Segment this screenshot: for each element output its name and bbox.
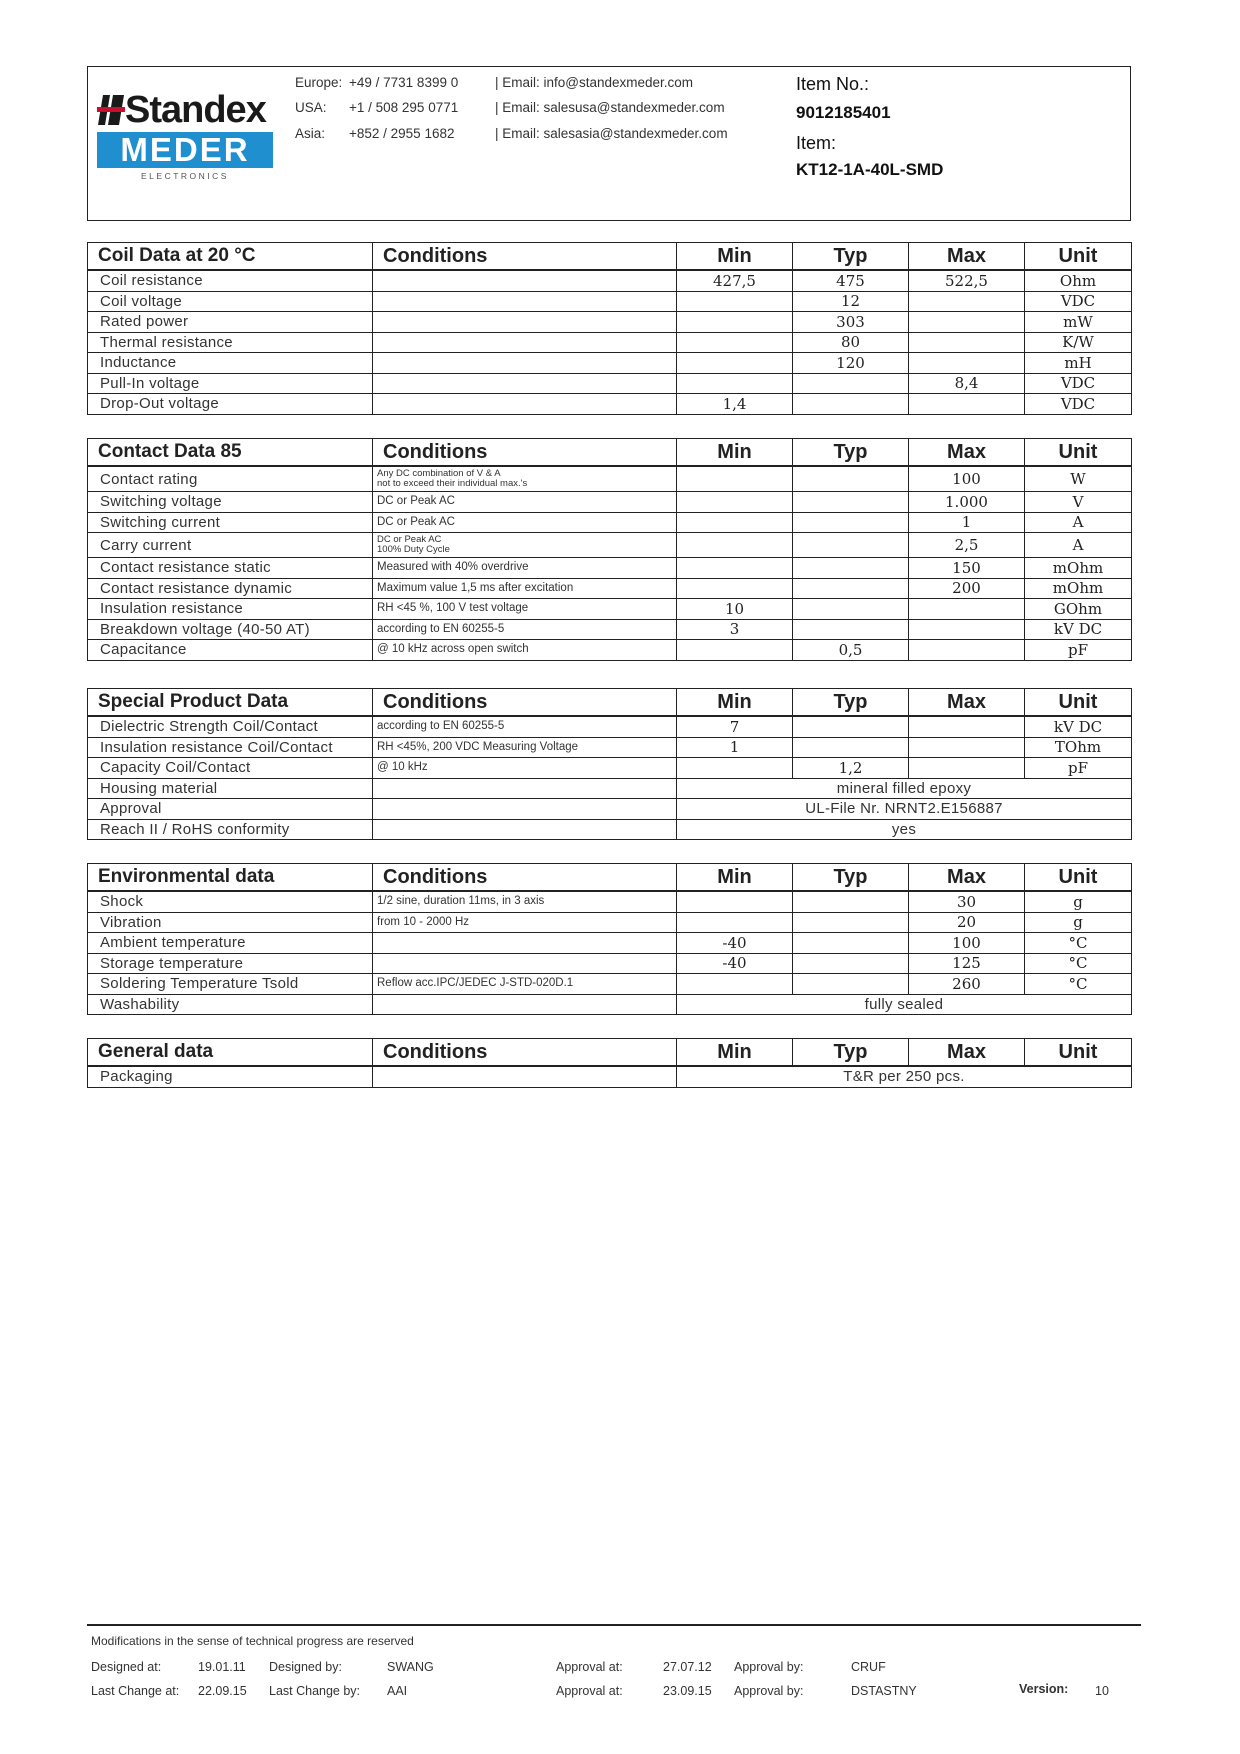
- condition-cell: Measured with 40% overdrive: [373, 558, 677, 579]
- table-header-row: [88, 439, 1132, 467]
- unit-value: °C: [1025, 953, 1132, 974]
- table-row: [88, 312, 1132, 333]
- spec-table: [87, 438, 1132, 661]
- param-name: Coil resistance: [88, 270, 373, 291]
- unit-value: g: [1025, 912, 1132, 933]
- unit-value: °C: [1025, 974, 1132, 995]
- unit-value: VDC: [1025, 291, 1132, 312]
- column-header-min: Min: [677, 439, 793, 467]
- max-value: 522,5: [909, 270, 1025, 291]
- condition-cell: [373, 933, 677, 954]
- typ-value: [793, 512, 909, 533]
- unit-value: pF: [1025, 758, 1132, 779]
- table-row: [88, 953, 1132, 974]
- unit-value: g: [1025, 891, 1132, 912]
- logo-wordmark: Standex: [125, 89, 266, 131]
- min-value: [677, 758, 793, 779]
- condition-cell: [373, 533, 677, 558]
- typ-value: 120: [793, 353, 909, 374]
- contact-label-asia: Asia:: [295, 126, 326, 141]
- typ-value: [793, 533, 909, 558]
- contact-email-usa: | Email: salesusa@standexmeder.com: [495, 100, 725, 115]
- typ-value: [793, 558, 909, 579]
- typ-value: [793, 737, 909, 758]
- max-value: [909, 758, 1025, 779]
- column-header-max: Max: [909, 1039, 1025, 1067]
- spec-table: [87, 242, 1132, 415]
- column-header-conditions: Conditions: [373, 689, 677, 717]
- table-row: [88, 912, 1132, 933]
- unit-value: Ohm: [1025, 270, 1132, 291]
- unit-value: K/W: [1025, 332, 1132, 353]
- param-name: Contact resistance static: [88, 558, 373, 579]
- condition-cell: [373, 1066, 677, 1087]
- param-name: Capacitance: [88, 640, 373, 661]
- column-header-min: Min: [677, 243, 793, 271]
- max-value: [909, 599, 1025, 620]
- item-label: Item:: [796, 133, 837, 153]
- column-header-min: Min: [677, 1039, 793, 1067]
- typ-value: 0,5: [793, 640, 909, 661]
- designed-at-value: 19.01.11: [198, 1660, 246, 1674]
- table-row: [88, 640, 1132, 661]
- column-header-min: Min: [677, 864, 793, 892]
- table-row: [88, 270, 1132, 291]
- designed-at-label: Designed at:: [91, 1660, 162, 1674]
- column-header-typ: Typ: [793, 439, 909, 467]
- typ-value: [793, 599, 909, 620]
- column-header-max: Max: [909, 439, 1025, 467]
- typ-value: [793, 974, 909, 995]
- min-value: [677, 353, 793, 374]
- condition-line-2: not to exceed their individual max.'s: [377, 478, 528, 489]
- min-value: [677, 912, 793, 933]
- footer-divider: [87, 1624, 1141, 1626]
- typ-value: [793, 716, 909, 737]
- param-name: Capacity Coil/Contact: [88, 758, 373, 779]
- merged-value-cell: yes: [677, 819, 1132, 840]
- column-header-typ: Typ: [793, 864, 909, 892]
- param-name: Washability: [88, 994, 373, 1015]
- condition-cell: RH <45 %, 100 V test voltage: [373, 599, 677, 620]
- max-value: [909, 312, 1025, 333]
- table-row: [88, 716, 1132, 737]
- param-name: Reach II / RoHS conformity: [88, 819, 373, 840]
- column-header-conditions: Conditions: [373, 864, 677, 892]
- header-box: [87, 66, 1131, 221]
- merged-value-cell: mineral filled epoxy: [677, 778, 1132, 799]
- typ-value: [793, 394, 909, 415]
- column-header-max: Max: [909, 243, 1025, 271]
- column-header-unit: Unit: [1025, 439, 1132, 467]
- unit-value: °C: [1025, 933, 1132, 954]
- table-title: General data: [88, 1039, 373, 1067]
- column-header-max: Max: [909, 689, 1025, 717]
- column-header-typ: Typ: [793, 1039, 909, 1067]
- param-name: Soldering Temperature Tsold: [88, 974, 373, 995]
- table-header-row: [88, 243, 1132, 271]
- standex-mark-icon: [97, 95, 125, 125]
- param-name: Contact rating: [88, 466, 373, 492]
- table-row: [88, 578, 1132, 599]
- max-value: [909, 640, 1025, 661]
- max-value: [909, 716, 1025, 737]
- contact-europe-line: [349, 75, 458, 90]
- min-value: 10: [677, 599, 793, 620]
- table-row: [88, 512, 1132, 533]
- condition-cell: RH <45%, 200 VDC Measuring Voltage: [373, 737, 677, 758]
- min-value: 1,4: [677, 394, 793, 415]
- condition-cell: [373, 373, 677, 394]
- max-value: [909, 332, 1025, 353]
- max-value: 125: [909, 953, 1025, 974]
- condition-cell: [373, 332, 677, 353]
- param-name: Carry current: [88, 533, 373, 558]
- approval-by-value: CRUF: [851, 1660, 886, 1674]
- condition-cell: according to EN 60255-5: [373, 716, 677, 737]
- table-row: [88, 492, 1132, 513]
- table-row: [88, 394, 1132, 415]
- min-value: [677, 291, 793, 312]
- unit-value: mW: [1025, 312, 1132, 333]
- unit-value: mOhm: [1025, 558, 1132, 579]
- table-title: Special Product Data: [88, 689, 373, 717]
- typ-value: 475: [793, 270, 909, 291]
- condition-cell: DC or Peak AC: [373, 492, 677, 513]
- param-name: Inductance: [88, 353, 373, 374]
- table-row: [88, 558, 1132, 579]
- max-value: 100: [909, 933, 1025, 954]
- spec-table: [87, 1038, 1132, 1088]
- column-header-unit: Unit: [1025, 1039, 1132, 1067]
- table-row: [88, 974, 1132, 995]
- condition-cell: 1/2 sine, duration 11ms, in 3 axis: [373, 891, 677, 912]
- logo-subtitle: ELECTRONICS: [141, 171, 229, 181]
- condition-line-2: 100% Duty Cycle: [377, 544, 450, 555]
- column-header-typ: Typ: [793, 243, 909, 271]
- min-value: [677, 512, 793, 533]
- contact-email-europe: | Email: info@standexmeder.com: [495, 75, 694, 90]
- table-row: [88, 994, 1132, 1015]
- min-value: [677, 373, 793, 394]
- max-value: 1: [909, 512, 1025, 533]
- table-row: [88, 373, 1132, 394]
- table-row: [88, 891, 1132, 912]
- column-header-typ: Typ: [793, 689, 909, 717]
- condition-cell: @ 10 kHz across open switch: [373, 640, 677, 661]
- max-value: [909, 394, 1025, 415]
- param-name: Drop-Out voltage: [88, 394, 373, 415]
- version-label: Version:: [1019, 1682, 1069, 1696]
- condition-cell: [373, 953, 677, 974]
- condition-cell: Maximum value 1,5 ms after excitation: [373, 578, 677, 599]
- unit-value: A: [1025, 533, 1132, 558]
- max-value: 200: [909, 578, 1025, 599]
- last-change-at-value: 22.09.15: [198, 1684, 247, 1698]
- unit-value: VDC: [1025, 394, 1132, 415]
- unit-value: kV DC: [1025, 619, 1132, 640]
- min-value: 1: [677, 737, 793, 758]
- column-header-conditions: Conditions: [373, 439, 677, 467]
- param-name: Contact resistance dynamic: [88, 578, 373, 599]
- last-change-at-label: Last Change at:: [91, 1684, 180, 1698]
- param-name: Coil voltage: [88, 291, 373, 312]
- max-value: 150: [909, 558, 1025, 579]
- param-name: Switching voltage: [88, 492, 373, 513]
- param-name: Insulation resistance: [88, 599, 373, 620]
- min-value: -40: [677, 953, 793, 974]
- spec-table: [87, 688, 1132, 840]
- designed-by-label: Designed by:: [269, 1660, 342, 1674]
- contact-email-asia: | Email: salesasia@standexmeder.com: [495, 126, 728, 141]
- condition-cell: [373, 312, 677, 333]
- typ-value: [793, 953, 909, 974]
- merged-value-cell: fully sealed: [677, 994, 1132, 1015]
- table-header-row: [88, 1039, 1132, 1067]
- condition-cell: [373, 291, 677, 312]
- min-value: [677, 533, 793, 558]
- table-row: [88, 819, 1132, 840]
- table-title: Contact Data 85: [88, 439, 373, 467]
- min-value: [677, 312, 793, 333]
- spec-table: [87, 863, 1132, 1015]
- param-name: Thermal resistance: [88, 332, 373, 353]
- typ-value: 80: [793, 332, 909, 353]
- min-value: [677, 332, 793, 353]
- max-value: 20: [909, 912, 1025, 933]
- typ-value: [793, 912, 909, 933]
- unit-value: kV DC: [1025, 716, 1132, 737]
- table-header-row: [88, 864, 1132, 892]
- min-value: [677, 466, 793, 492]
- version-value: 10: [1095, 1684, 1109, 1698]
- condition-cell: [373, 270, 677, 291]
- max-value: [909, 353, 1025, 374]
- unit-value: pF: [1025, 640, 1132, 661]
- condition-cell: [373, 994, 677, 1015]
- standex-meder-logo: [97, 91, 275, 181]
- last-change-by-value: AAI: [387, 1684, 408, 1698]
- min-value: 7: [677, 716, 793, 737]
- typ-value: [793, 492, 909, 513]
- max-value: 2,5: [909, 533, 1025, 558]
- table-row: [88, 332, 1132, 353]
- table-row: [88, 353, 1132, 374]
- column-header-unit: Unit: [1025, 689, 1132, 717]
- condition-line-1: Any DC combination of V & A: [377, 468, 501, 479]
- param-name: Vibration: [88, 912, 373, 933]
- approval-at-label: Approval at:: [556, 1660, 623, 1674]
- item-no-label: Item No.:: [796, 74, 870, 94]
- unit-value: W: [1025, 466, 1132, 492]
- unit-value: mH: [1025, 353, 1132, 374]
- table-row: [88, 599, 1132, 620]
- footer-note: Modifications in the sense of technical progress are reserved: [91, 1634, 414, 1648]
- condition-cell: @ 10 kHz: [373, 758, 677, 779]
- table-row: [88, 533, 1132, 558]
- min-value: [677, 891, 793, 912]
- typ-value: [793, 466, 909, 492]
- table-row: [88, 1066, 1132, 1087]
- logo-meder-box: MEDER: [97, 132, 273, 168]
- table-row: [88, 933, 1132, 954]
- max-value: [909, 291, 1025, 312]
- max-value: [909, 737, 1025, 758]
- column-header-min: Min: [677, 689, 793, 717]
- approval-by-value-2: DSTASTNY: [851, 1684, 917, 1698]
- column-header-conditions: Conditions: [373, 243, 677, 271]
- condition-cell: [373, 394, 677, 415]
- param-name: Approval: [88, 799, 373, 820]
- condition-cell: [373, 778, 677, 799]
- approval-at-value: 27.07.12: [663, 1660, 712, 1674]
- param-name: Dielectric Strength Coil/Contact: [88, 716, 373, 737]
- max-value: 1.000: [909, 492, 1025, 513]
- param-name: Insulation resistance Coil/Contact: [88, 737, 373, 758]
- column-header-max: Max: [909, 864, 1025, 892]
- typ-value: [793, 578, 909, 599]
- min-value: -40: [677, 933, 793, 954]
- typ-value: 12: [793, 291, 909, 312]
- contact-phone-asia: +852 / 2955 1682: [349, 126, 455, 141]
- typ-value: [793, 933, 909, 954]
- table-row: [88, 619, 1132, 640]
- contact-label-usa: USA:: [295, 100, 327, 115]
- condition-cell: [373, 353, 677, 374]
- min-value: [677, 578, 793, 599]
- param-name: Housing material: [88, 778, 373, 799]
- table-row: [88, 466, 1132, 492]
- min-value: [677, 640, 793, 661]
- typ-value: 1,2: [793, 758, 909, 779]
- item-no-value: 9012185401: [796, 103, 891, 122]
- approval-by-label-2: Approval by:: [734, 1684, 804, 1698]
- contact-europe-phone: +49 / 7731 8399 0: [349, 75, 459, 90]
- param-name: Packaging: [88, 1066, 373, 1087]
- max-value: 30: [909, 891, 1025, 912]
- typ-value: [793, 891, 909, 912]
- min-value: 427,5: [677, 270, 793, 291]
- param-name: Ambient temperature: [88, 933, 373, 954]
- param-name: Switching current: [88, 512, 373, 533]
- unit-value: mOhm: [1025, 578, 1132, 599]
- table-header-row: [88, 689, 1132, 717]
- param-name: Shock: [88, 891, 373, 912]
- last-change-by-label: Last Change by:: [269, 1684, 361, 1698]
- table-row: [88, 799, 1132, 820]
- unit-value: A: [1025, 512, 1132, 533]
- merged-value-cell: T&R per 250 pcs.: [677, 1066, 1132, 1087]
- item-value: KT12-1A-40L-SMD: [796, 160, 944, 179]
- condition-line-1: DC or Peak AC: [377, 534, 442, 545]
- condition-cell: from 10 - 2000 Hz: [373, 912, 677, 933]
- min-value: [677, 558, 793, 579]
- approval-by-label: Approval by:: [734, 1660, 804, 1674]
- unit-value: GOhm: [1025, 599, 1132, 620]
- param-name: Rated power: [88, 312, 373, 333]
- designed-by-value: SWANG: [387, 1660, 434, 1674]
- max-value: 100: [909, 466, 1025, 492]
- param-name: Pull-In voltage: [88, 373, 373, 394]
- table-title: Coil Data at 20 °C: [88, 243, 373, 271]
- merged-value-cell: UL-File Nr. NRNT2.E156887: [677, 799, 1132, 820]
- table-row: [88, 291, 1132, 312]
- max-value: 260: [909, 974, 1025, 995]
- unit-value: VDC: [1025, 373, 1132, 394]
- condition-cell: Reflow acc.IPC/JEDEC J-STD-020D.1: [373, 974, 677, 995]
- unit-value: V: [1025, 492, 1132, 513]
- condition-cell: [373, 466, 677, 492]
- typ-value: [793, 619, 909, 640]
- unit-value: TOhm: [1025, 737, 1132, 758]
- table-row: [88, 737, 1132, 758]
- max-value: [909, 619, 1025, 640]
- typ-value: 303: [793, 312, 909, 333]
- condition-cell: [373, 799, 677, 820]
- contact-label-europe: Europe:: [295, 75, 343, 90]
- table-row: [88, 778, 1132, 799]
- approval-at-value-2: 23.09.15: [663, 1684, 712, 1698]
- table-title: Environmental data: [88, 864, 373, 892]
- typ-value: [793, 373, 909, 394]
- column-header-unit: Unit: [1025, 243, 1132, 271]
- condition-cell: DC or Peak AC: [373, 512, 677, 533]
- approval-at-label-2: Approval at:: [556, 1684, 623, 1698]
- column-header-conditions: Conditions: [373, 1039, 677, 1067]
- table-row: [88, 758, 1132, 779]
- condition-cell: according to EN 60255-5: [373, 619, 677, 640]
- column-header-unit: Unit: [1025, 864, 1132, 892]
- min-value: [677, 974, 793, 995]
- condition-cell: [373, 819, 677, 840]
- max-value: 8,4: [909, 373, 1025, 394]
- param-name: Storage temperature: [88, 953, 373, 974]
- min-value: 3: [677, 619, 793, 640]
- contact-phone-usa: +1 / 508 295 0771: [349, 100, 459, 115]
- min-value: [677, 492, 793, 513]
- param-name: Breakdown voltage (40-50 AT): [88, 619, 373, 640]
